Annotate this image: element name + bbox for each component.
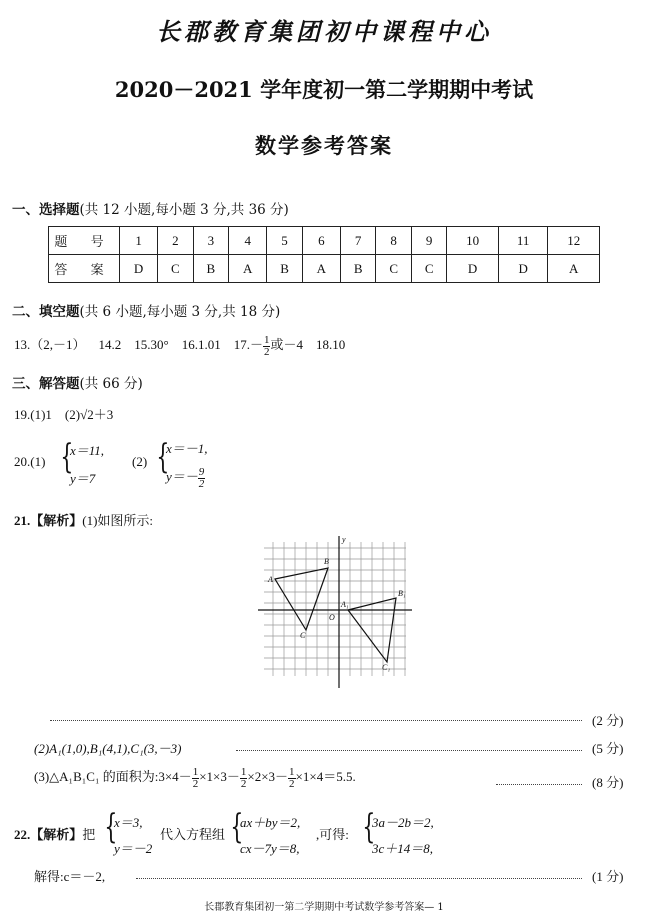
triangle-abc: [275, 568, 328, 630]
q21-label: 21.【解析】: [14, 513, 83, 528]
score-8: (8 分): [592, 775, 624, 790]
fraction-numerator: 9: [198, 465, 205, 478]
q-number: 4: [229, 227, 267, 255]
exam-title: 2020－2021 学年度初一第二学期期中考试: [114, 77, 534, 102]
q22-into: 代入方程组: [160, 827, 226, 842]
q22-solution: 解得:c＝－2,: [34, 869, 106, 884]
label-origin: O: [329, 613, 335, 622]
q-answer: D: [120, 255, 158, 283]
section2-label: 二、填空题: [12, 304, 80, 320]
left-brace: {: [156, 437, 170, 477]
q21-3-prefix: (3)△A₁B₁C₁ 的面积为:3×4－: [34, 769, 192, 784]
score-1: (1 分): [592, 869, 624, 884]
score-2: (2 分): [592, 713, 624, 728]
organization-title: 长郡教育集团初中课程中心: [156, 17, 492, 46]
q21-3-mid2: ×2×3－: [247, 769, 289, 784]
q-number: 11: [498, 227, 548, 255]
section3-note: (共 66 分): [79, 376, 143, 392]
answer-20-2-x: x＝－1,: [166, 441, 208, 456]
q-number: 1: [120, 227, 158, 255]
q-answer: A: [302, 255, 340, 283]
fraction-numerator: 1: [240, 765, 247, 778]
q-number: 8: [376, 227, 412, 255]
answer-22-label: [14, 824, 95, 843]
q-number: 2: [158, 227, 194, 255]
label-b1: B₁: [398, 589, 406, 598]
answer-table: [48, 226, 600, 283]
q-number: 5: [267, 227, 303, 255]
q-answer: C: [411, 255, 447, 283]
fraction-denominator: 2: [198, 477, 205, 490]
table-row-numbers: [49, 227, 600, 255]
q21-text: (1)如图所示:: [82, 513, 154, 528]
section2-heading: [12, 300, 280, 320]
answer-15: 15.30°: [134, 337, 169, 352]
answer-20-2-y-prefix: y＝－: [166, 469, 198, 484]
fraction-denominator: 2: [240, 777, 247, 790]
section1-label: 一、选择题: [12, 202, 80, 218]
q22-ba: 把: [82, 827, 96, 842]
q22-eq1: ax＋by＝2,: [240, 815, 301, 830]
answer-17-prefix: 17.－: [233, 337, 263, 352]
label-c: C: [300, 631, 306, 640]
q22-y: y＝－2: [114, 841, 153, 856]
fraction-denominator: 2: [289, 777, 295, 790]
q-number: 3: [193, 227, 229, 255]
q22-label: 22.【解析】: [14, 827, 83, 842]
score-5: (5 分): [592, 741, 624, 756]
q21-3-end: ×1×4＝5.5.: [295, 769, 356, 784]
label-a: A: [268, 575, 273, 584]
label-c1: C₁: [382, 663, 391, 672]
fraction: [288, 767, 296, 790]
q-number: 6: [302, 227, 340, 255]
q22-res2: 3c＋14＝8,: [372, 841, 434, 856]
answer-20-2-label: (2): [132, 454, 148, 469]
q22-x: x＝3,: [114, 815, 143, 830]
answer-20-label: 20.(1): [14, 454, 46, 469]
fill-answers: [14, 334, 345, 358]
section1-note: (共 12 小题,每小题 3 分,共 36 分): [79, 202, 289, 218]
q-answer: A: [548, 255, 600, 283]
left-brace: {: [60, 437, 74, 477]
fraction: [198, 467, 206, 490]
row-label-answer: 答 案: [49, 255, 120, 283]
q21-3-mid1: ×1×3－: [199, 769, 240, 784]
fraction-denominator: 2: [192, 777, 199, 790]
table-row-answers: [49, 255, 600, 283]
answer-key-title: 数学参考答案: [255, 133, 393, 158]
dotted-leader: [236, 750, 582, 751]
dotted-leader: [136, 878, 582, 879]
q22-res1: 3a－2b＝2,: [372, 815, 434, 830]
q-answer: B: [193, 255, 229, 283]
section1-heading: [12, 198, 289, 218]
q-number: 7: [340, 227, 376, 255]
label-a1: A₁: [341, 600, 349, 609]
q-number: 9: [411, 227, 447, 255]
label-y-axis: y: [342, 535, 346, 544]
q-answer: A: [229, 255, 267, 283]
q22-eq2: cx－7y＝8,: [240, 841, 300, 856]
q-answer: B: [340, 255, 376, 283]
q-answer: D: [447, 255, 498, 283]
dotted-leader: [50, 720, 582, 721]
label-b: B: [324, 557, 329, 566]
row-label-number: 题 号: [49, 227, 120, 255]
answer-21-line1: [14, 510, 153, 529]
left-brace: {: [104, 807, 118, 847]
q-answer: B: [267, 255, 303, 283]
answer-16: 16.1.01: [181, 337, 221, 352]
q22-get: ,可得:: [316, 827, 349, 842]
fraction-numerator: 1: [192, 765, 199, 778]
fraction-numerator: 1: [263, 333, 270, 346]
answer-17-suffix: 或－4: [270, 337, 303, 352]
q-answer: C: [158, 255, 194, 283]
section3-label: 三、解答题: [12, 376, 80, 392]
answer-19: 19.(1)1 (2)√2＋3: [14, 407, 114, 422]
section2-note: (共 6 小题,每小题 3 分,共 18 分): [79, 304, 281, 320]
q-answer: D: [498, 255, 548, 283]
section3-heading: [12, 372, 143, 392]
answer-21-3: [34, 766, 356, 790]
dotted-leader: [496, 784, 582, 785]
answer-18: 18.10: [316, 337, 346, 352]
fraction-numerator: 1: [289, 765, 295, 778]
left-brace: {: [230, 807, 244, 847]
answer-20-1-y: y＝7: [70, 471, 96, 486]
answer-21-2: (2)A₁(1,0),B₁(4,1),C₁(3,－3): [34, 741, 182, 756]
q-number: 10: [447, 227, 498, 255]
left-brace: {: [362, 807, 376, 847]
q-answer: C: [376, 255, 412, 283]
q-number: 12: [548, 227, 600, 255]
page-footer: 长郡教育集团初一第二学期期中考试数学参考答案— 1: [204, 902, 444, 913]
answer-20-1-x: x＝11,: [70, 443, 105, 458]
fraction-denominator: 2: [263, 345, 270, 358]
answer-14: 14.2: [98, 337, 122, 352]
coordinate-grid-figure: [256, 534, 416, 690]
answer-13: 13.（2,－1）: [14, 337, 86, 352]
answer-20-2-y: [166, 466, 205, 490]
